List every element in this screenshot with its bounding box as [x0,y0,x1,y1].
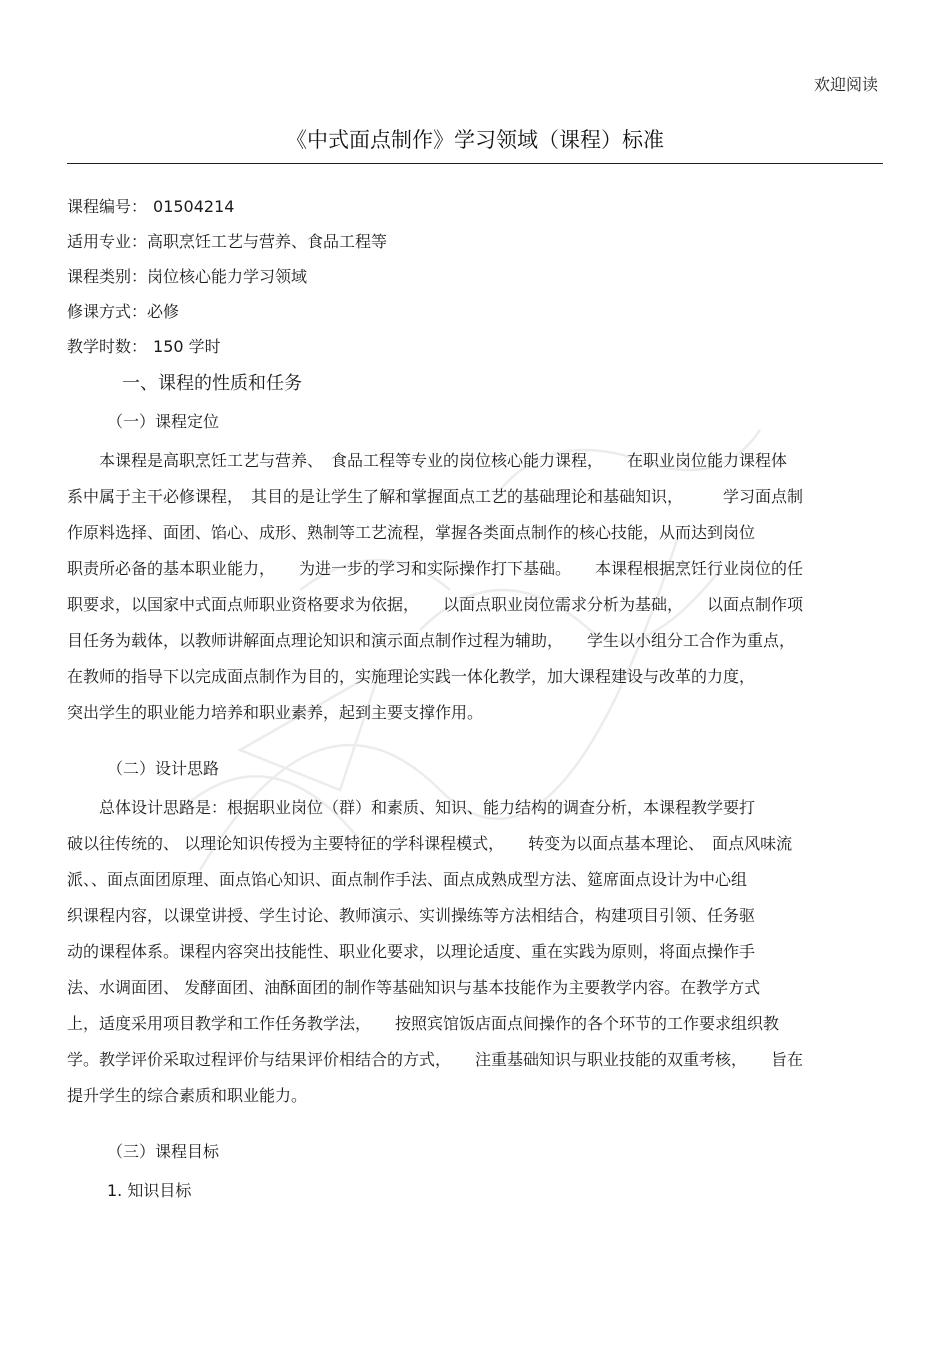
paragraph-line: 提升学生的综合素质和职业能力。 [67,1086,308,1105]
title-divider [67,163,883,164]
meta-value: 150 学时 [153,337,221,356]
paragraph-line: 织课程内容，以课堂讲授、学生讨论、教师演示、实训操练等方法相结合，构建项目引领、任务驱 [67,906,756,925]
paragraph-line: 破以往传统的、 以理论知识传授为主要特征的学科课程模式， 转变为以面点基本理论、 面点风味流 [67,834,793,853]
meta-label: 适用专业： [67,232,148,251]
meta-label: 修课方式： [67,302,148,321]
meta-row-code [67,194,387,229]
header-note: 欢迎阅读 [813,75,878,94]
meta-value: 岗位核心能力学习领域 [147,267,308,286]
paragraph-positioning [67,447,883,735]
subsection-heading-design: （二）设计思路 [107,759,220,778]
paragraph-line: 本课程是高职烹饪工艺与营养、 食品工程等专业的岗位核心能力课程， 在职业岗位能力课程体 [67,451,788,470]
paragraph-line: 动的课程体系。课程内容突出技能性、职业化要求，以理论适度、重在实践为原则，将面点操作手 [67,942,756,961]
paragraph-line: 在教师的指导下以完成面点制作为目的，实施理论实践一体化教学，加大课程建设与改革的力度， [67,667,756,686]
paragraph-line: 职要求，以国家中式面点师职业资格要求为依据， 以面点职业岗位需求分析为基础， 以面点制作项 [67,595,804,614]
course-meta [67,194,387,369]
paragraph-line: 上，适度采用项目教学和工作任务教学法， 按照宾馆饭店面点间操作的各个环节的工作要求组织教 [67,1014,780,1033]
paragraph-line: 系中属于主干必修课程， 其目的是让学生了解和掌握面点工艺的基础理论和基础知识， 学习面点制 [67,487,804,506]
paragraph-line: 突出学生的职业能力培养和职业素养，起到主要支撑作用。 [67,703,484,722]
paragraph-line: 职责所必备的基本职业能力， 为进一步的学习和实际操作打下基础。 本课程根据烹饪行业岗位的任 [67,559,804,578]
paragraph-line: 目任务为载体，以教师讲解面点理论知识和演示面点制作过程为辅助， 学生以小组分工合作为重点， [67,631,796,650]
subsection-heading-positioning: （一）课程定位 [107,412,220,431]
paragraph-line: 法、水调面团、 发酵面团、油酥面团的制作等基础知识与基本技能作为主要教学内容。在教学方式 [67,978,761,997]
meta-row-major [67,229,387,264]
meta-row-mode [67,299,387,334]
meta-row-hours [67,334,387,369]
subsection-heading-goals: （三）课程目标 [107,1142,220,1161]
meta-label: 教学时数： [67,337,148,356]
paragraph-line: 派、、面点面团原理、面点馅心知识、面点制作手法、面点成熟成型方法、筵席面点设计为中心组 [67,870,748,889]
paragraph-line: 总体设计思路是：根据职业岗位（群）和素质、知识、能力结构的调查分析，本课程教学要打 [67,798,756,817]
document-title: 《中式面点制作》学习领域（课程）标准 [286,128,664,152]
paragraph-line: 作原料选择、面团、馅心、成形、熟制等工艺流程，掌握各类面点制作的核心技能，从而达到岗位 [67,523,756,542]
paragraph-line: 学。教学评价采取过程评价与结果评价相结合的方式， 注重基础知识与职业技能的双重考核， 旨在 [67,1050,804,1069]
section-heading-1: 一、课程的性质和任务 [122,373,302,394]
meta-label: 课程编号： [67,197,148,216]
meta-label: 课程类别： [67,267,148,286]
meta-value: 01504214 [153,197,235,216]
meta-row-category [67,264,387,299]
meta-value: 高职烹饪工艺与营养、食品工程等 [147,232,388,251]
meta-value: 必修 [147,302,180,321]
goal-item-knowledge: 1. 知识目标 [107,1181,192,1200]
paragraph-design [67,794,883,1118]
